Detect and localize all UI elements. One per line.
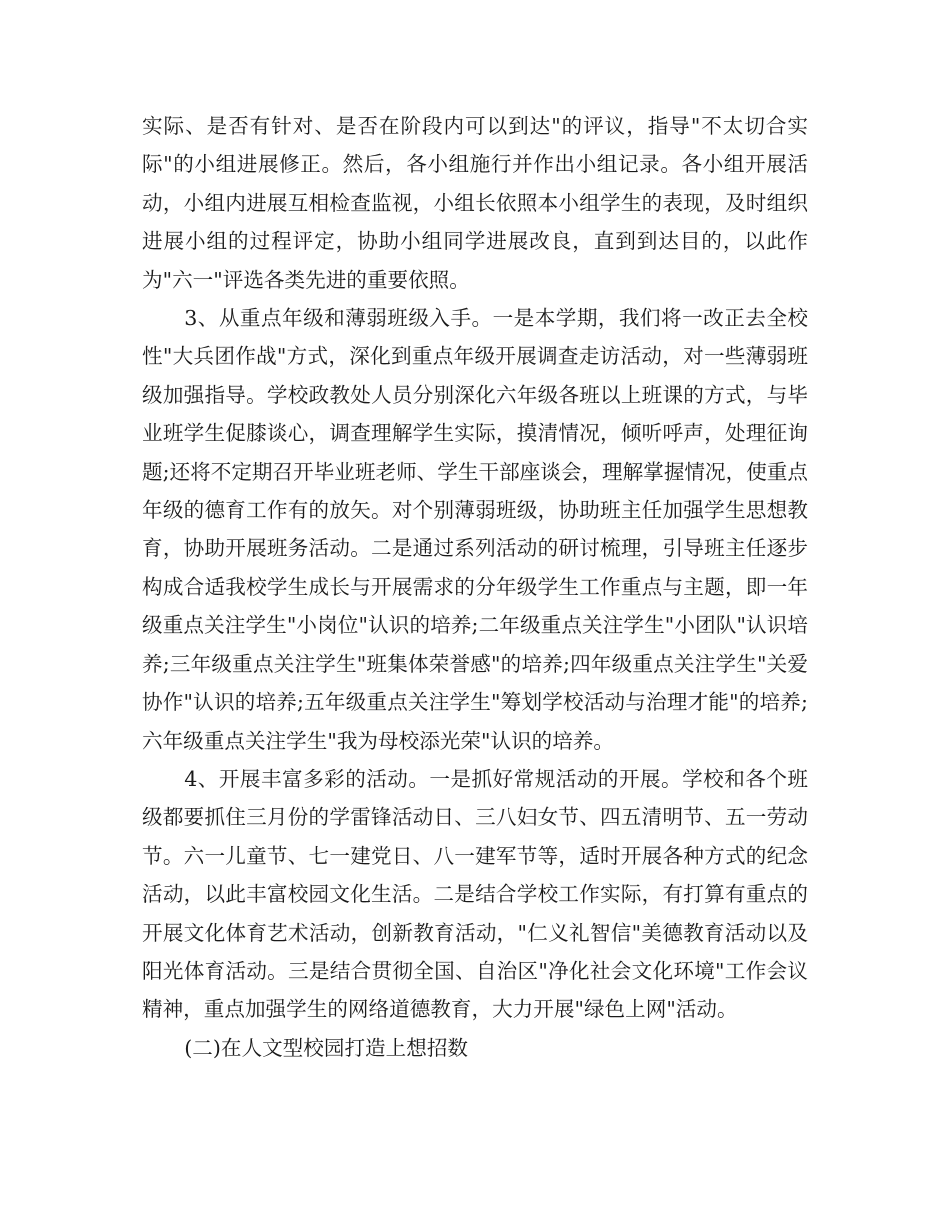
paragraph-continuation: 实际、是否有针对、是否在阶段内可以到达"的评议，指导"不太切合实际"的小组进展修正。然后，各小组施行并作出小组记录。各小组开展活动，小组内进展互相检查监视，小组长依照本小组学生的表现，及时组织进展小组的过程评定，协助小组同学进展改良，直到到达目的，以此作为"六一"评选各类先进的重要依照。 <box>142 114 808 292</box>
paragraph-item-3: 3、从重点年级和薄弱班级入手。一是本学期，我们将一改正去全校性"大兵团作战"方式，深化到重点年级开展调查走访活动，对一些薄弱班级加强指导。学校政教处人员分别深化六年级各班以上班课的方式，与毕业班学生促膝谈心，调查理解学生实际，摸清情况，倾听呼声，处理征询题;还将不定期召开毕业班老师、学生干部座谈会，理解掌握情况，使重点年级的德育工作有的放矢。对个别薄弱班级，协助班主任加强学生思想教育，协助开展班务活动。二是通过系列活动的研讨梳理，引导班主任逐步构成合适我校学生成长与开展需求的分年级学生工作重点与主题，即一年级重点关注学生"小岗位"认识的培养;二年级重点关注学生"小团队"认识培养;三年级重点关注学生"班集体荣誉感"的培养;四年级重点关注学生"关爱协作"认识的培养;五年级重点关注学生"筹划学校活动与治理才能"的培养;六年级重点关注学生"我为母校添光荣"认识的培养。 <box>142 306 808 753</box>
section-heading-2: (二)在人文型校园打造上想招数 <box>184 1035 469 1060</box>
paragraph-item-4: 4、开展丰富多彩的活动。一是抓好常规活动的开展。学校和各个班级都要抓住三月份的学雷锋活动日、三八妇女节、四五清明节、五一劳动节。六一儿童节、七一建党日、八一建军节等，适时开展各种方式的纪念活动，以此丰富校园文化生活。二是结合学校工作实际，有打算有重点的开展文化体育艺术活动，创新教育活动，"仁义礼智信"美德教育活动以及阳光体育活动。三是结合贯彻全国、自治区"净化社会文化环境"工作会议精神，重点加强学生的网络道德教育，大力开展"绿色上网"活动。 <box>142 766 808 1022</box>
document-body <box>142 107 808 1067</box>
